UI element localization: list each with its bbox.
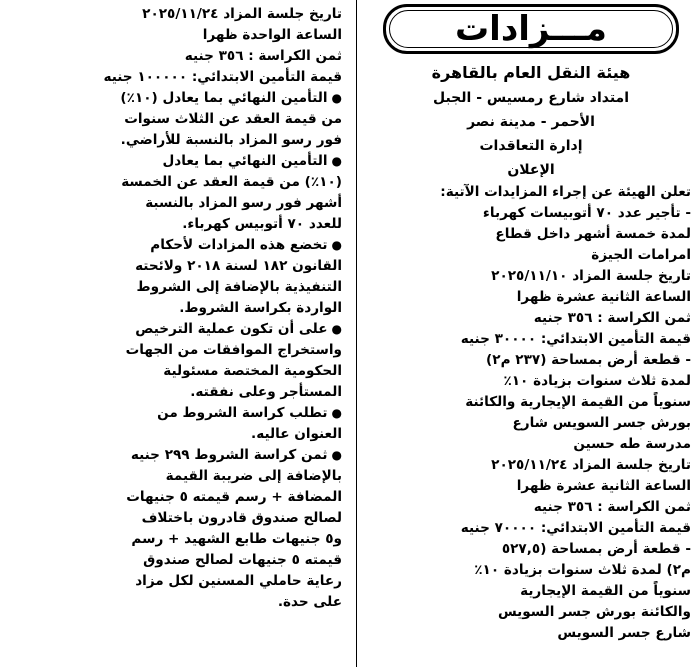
left-text-line: الواردة بكراسة الشروط. [179, 300, 342, 316]
right-text-line: سنوياً من القيمة الإيجارية والكائنة [465, 394, 691, 410]
right-text-line: - تأجير عدد ٧٠ أتوبيسات كهرباء [482, 205, 691, 221]
right-text-line: الساعة الثانية عشرة ظهرا [516, 289, 691, 305]
right-text-line: لمدة خمسة أشهر داخل قطاع [495, 226, 691, 242]
right-text-line: م٢) لمدة ثلاث سنوات بزيادة ١٠٪ [474, 562, 691, 578]
left-text-line: واستخراج الموافقات من الجهات [125, 342, 342, 358]
right-text-line: تعلن الهيئة عن إجراء المزايدات الآتية: [440, 184, 691, 200]
left-text-line: بالإضافة إلى ضريبة القيمة [165, 468, 342, 484]
authority-name: هيئة النقل العام بالقاهرة [431, 63, 631, 82]
left-text-line: الساعة الواحدة ظهرا [202, 27, 342, 43]
authority-department: إدارة التعاقدات [479, 138, 583, 154]
right-text-line: ثمن الكراسة : ٣٥٦ جنيه [533, 310, 691, 326]
right-text-line: تاريخ جلسة المزاد ٢٠٢٥/١١/٢٤ [491, 457, 691, 473]
left-text-line: للعدد ٧٠ أتوبيس كهرباء. [182, 216, 342, 232]
column-divider [356, 0, 357, 667]
right-text-line: - قطعة أرض بمساحة (٢٣٧ م٢) [486, 352, 691, 368]
left-text-line: على حدة. [277, 594, 342, 610]
bullet-text-line: ● ثمن كراسة الشروط ٢٩٩ جنيه [4, 445, 342, 466]
bullet-text-line: ● تخضع هذه المزادات لأحكام [4, 235, 342, 256]
left-column-body [4, 4, 342, 613]
right-text-line: الساعة الثانية عشرة ظهرا [516, 478, 691, 494]
authority-address-2: الأحمر - مدينة نصر [467, 114, 595, 130]
bullet-text-line: ● التأمين النهائي بما يعادل [4, 151, 342, 172]
right-text-line: - قطعة أرض بمساحة (٥٢٧,٥ [501, 541, 691, 557]
left-text-line: و٥ جنيهات طابع الشهيد + رسم [131, 531, 342, 547]
left-text-line: (١٠٪) من قيمة العقد عن الخمسة [121, 174, 342, 190]
left-text-line: فور رسو المزاد بالنسبة للأراضي. [120, 132, 342, 148]
bullet-text-line: ● التأمين النهائي بما يعادل (١٠٪) [4, 88, 342, 109]
right-text-line: قيمة التأمين الابتدائي: ٧٠٠٠٠ جنيه [460, 520, 691, 536]
bullet-text-line: ● على أن تكون عملية الترخيص [4, 319, 342, 340]
left-text-line: المستأجر وعلى نفقته. [190, 384, 342, 400]
auctions-title: مـــزادات [455, 9, 607, 49]
left-text-line: رعاية حاملي المسنين لكل مزاد [135, 573, 342, 589]
left-text-line: القانون ١٨٢ لسنة ٢٠١٨ ولائحته [135, 258, 342, 274]
auctions-header-box [383, 4, 679, 54]
left-text-line: قيمة التأمين الابتدائي: ١٠٠٠٠٠ جنيه [103, 69, 342, 85]
left-column [4, 4, 342, 613]
left-text-line: من قيمة العقد عن الثلاث سنوات [124, 111, 342, 127]
right-text-line: قيمة التأمين الابتدائي: ٣٠٠٠٠ جنيه [460, 331, 691, 347]
right-column [371, 0, 691, 644]
right-text-line: بورش جسر السويس شارع [512, 415, 691, 431]
notice-label: الإعلان [507, 162, 555, 178]
left-text-line: قيمته ٥ جنيهات لصالح صندوق [143, 552, 342, 568]
left-text-line: التنفيذية بالإضافة إلى الشروط [136, 279, 342, 295]
left-text-line: الحكومية المختصة مسئولية [163, 363, 342, 379]
right-text-line: مدرسة طه حسين [573, 436, 691, 452]
right-text-line: ثمن الكراسة : ٣٥٦ جنيه [533, 499, 691, 515]
right-text-line: لمدة ثلاث سنوات بزيادة ١٠٪ [503, 373, 691, 389]
left-text-line: العنوان عاليه. [251, 426, 342, 442]
right-text-line: شارع جسر السويس [557, 625, 691, 641]
right-text-line: امرامات الجيزة [591, 247, 691, 263]
left-text-line: أشهر فور رسو المزاد بالنسبة [145, 195, 342, 211]
left-text-line: المضافة + رسم قيمته ٥ جنيهات [126, 489, 342, 505]
right-text-line: سنوياً من القيمة الإيجارية [520, 583, 691, 599]
right-text-line: تاريخ جلسة المزاد ٢٠٢٥/١١/١٠ [491, 268, 691, 284]
right-text-line: والكائنة بورش جسر السويس [497, 604, 691, 620]
left-text-line: ثمن الكراسة : ٣٥٦ جنيه [184, 48, 342, 64]
left-text-line: لصالح صندوق قادرون باختلاف [141, 510, 342, 526]
right-column-body [371, 182, 691, 644]
left-text-line: تاريخ جلسة المزاد ٢٠٢٥/١١/٢٤ [142, 6, 342, 22]
authority-address-1: امتداد شارع رمسيس - الجبل [432, 90, 630, 106]
bullet-text-line: ● تطلب كراسة الشروط من [4, 403, 342, 424]
